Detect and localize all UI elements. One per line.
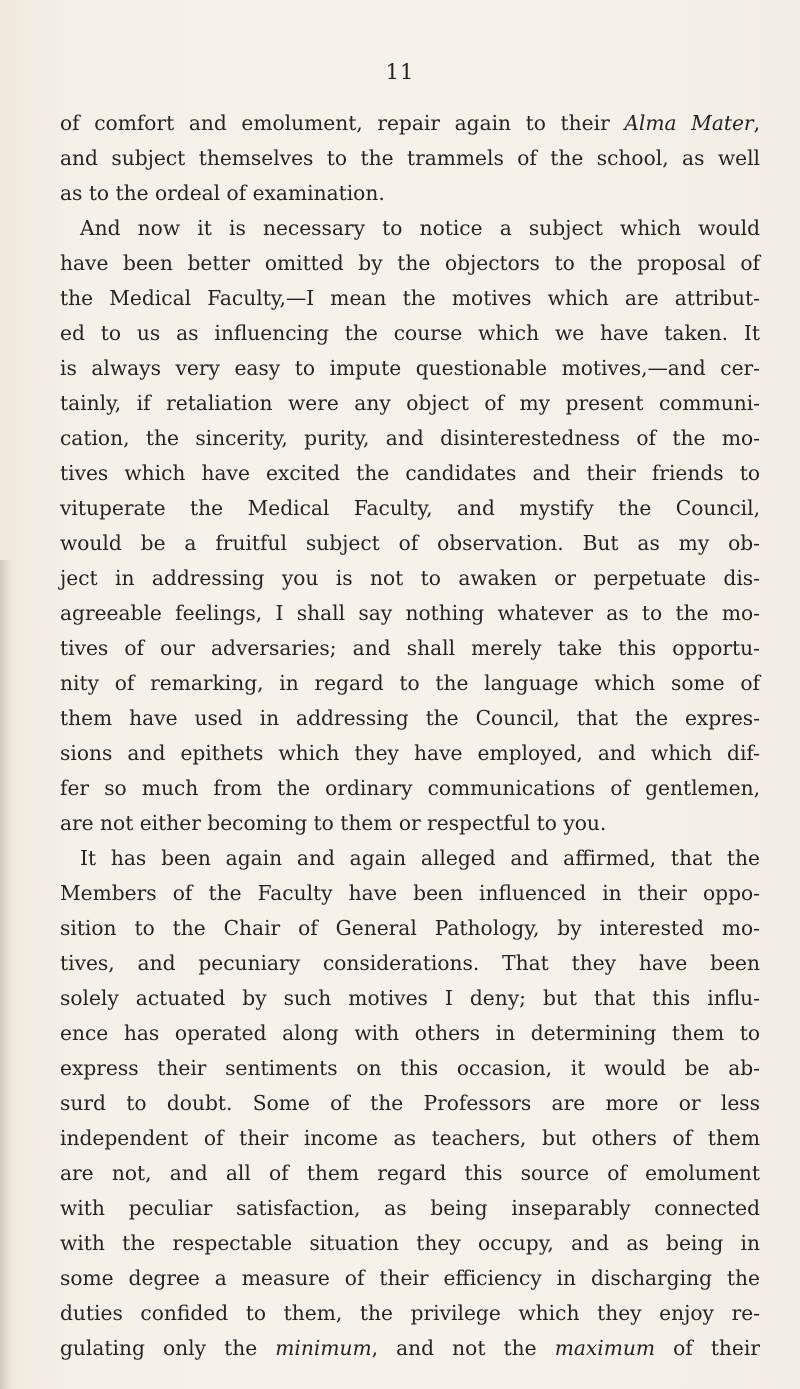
italic-text: maximum [554,1336,656,1360]
text-segment: of comfort and emolument, repair again to their [60,111,625,135]
text-segment: is always very easy to impute questionable motives,—and cer- [60,356,760,380]
text-line [60,981,760,1016]
text-line [60,1261,760,1296]
text-line [60,491,760,526]
text-line [60,1086,760,1121]
text-segment: have been better omitted by the objectors to the proposal of [60,251,760,275]
text-line [60,1331,760,1366]
text-line [60,176,760,211]
text-segment: gulating only the [60,1336,276,1360]
text-line [60,141,760,176]
text-line [60,421,760,456]
text-line [60,806,760,841]
text-segment: vituperate the Medical Faculty, and mystify the Council, [60,496,760,520]
text-segment: surd to doubt. Some of the Professors are more or less [60,1091,760,1115]
text-line [60,1121,760,1156]
text-line [60,1226,760,1261]
text-segment: with the respectable situation they occupy, and as being in [60,1231,760,1255]
text-line [60,106,760,141]
text-line [60,246,760,281]
text-segment: nity of remarking, in regard to the language which some of [60,671,760,695]
text-segment: express their sentiments on this occasion, it would be ab- [60,1056,760,1080]
text-segment: ed to us as influencing the course which we have taken. It [60,321,760,345]
text-line [60,1156,760,1191]
text-segment: and subject themselves to the trammels of the school, as well [60,146,760,170]
text-line [60,666,760,701]
text-line [60,1051,760,1086]
page-number: 11 [385,60,415,84]
text-line [60,1191,760,1226]
text-segment: the Medical Faculty,—I mean the motives which are attribut- [60,286,760,310]
text-segment: And now it is necessary to notice a subject which would [80,216,760,240]
text-segment: tives which have excited the candidates and their friends to [60,461,760,485]
body-text [60,106,760,1366]
text-line [60,841,760,876]
italic-text: minimum [275,1336,372,1360]
text-line [60,631,760,666]
italic-text: Alma Mater [624,111,754,135]
text-segment: tainly, if retaliation were any object of my present communi- [60,391,760,415]
text-line [60,561,760,596]
text-segment: ence has operated along with others in determining them to [60,1021,760,1045]
text-segment: duties confided to them, the privilege which they enjoy re- [60,1301,760,1325]
text-segment: tives, and pecuniary considerations. That they have been [60,951,760,975]
text-segment: sition to the Chair of General Pathology, by interested mo- [60,916,760,940]
text-line [60,456,760,491]
text-segment: with peculiar satisfaction, as being inseparably connected [60,1196,760,1220]
text-segment: ject in addressing you is not to awaken or perpetuate dis- [60,566,760,590]
text-segment: as to the ordeal of examination. [60,181,385,205]
text-segment: are not either becoming to them or respectful to you. [60,811,607,835]
text-segment: them have used in addressing the Council, that the expres- [60,706,760,730]
text-line [60,316,760,351]
text-line [60,736,760,771]
text-line [60,281,760,316]
text-segment: sions and epithets which they have employed, and which dif- [60,741,760,765]
text-segment: solely actuated by such motives I deny; but that this influ- [60,986,760,1010]
text-segment: , [753,111,760,135]
text-segment: fer so much from the ordinary communications of gentlemen, [60,776,760,800]
text-segment: cation, the sincerity, purity, and disinterestedness of the mo- [60,426,760,450]
binding-gutter-shadow [0,560,14,1389]
text-line [60,526,760,561]
text-segment: some degree a measure of their efficiency in discharging the [60,1266,760,1290]
text-segment: would be a fruitful subject of observation. But as my ob- [60,531,760,555]
text-segment: are not, and all of them regard this source of emolument [60,1161,760,1185]
text-segment: of their [655,1336,760,1360]
text-line [60,1296,760,1331]
text-segment: independent of their income as teachers, but others of them [60,1126,760,1150]
text-line [60,911,760,946]
text-line [60,1016,760,1051]
text-line [60,351,760,386]
text-line [60,876,760,911]
text-segment: Members of the Faculty have been influenced in their oppo- [60,881,760,905]
text-line [60,701,760,736]
text-segment: tives of our adversaries; and shall merely take this opportu- [60,636,760,660]
text-line [60,211,760,246]
text-segment: agreeable feelings, I shall say nothing whatever as to the mo- [60,601,760,625]
text-segment: , and not the [371,1336,555,1360]
text-line [60,386,760,421]
text-line [60,946,760,981]
text-line [60,596,760,631]
text-segment: It has been again and again alleged and affirmed, that the [80,846,760,870]
text-line [60,771,760,806]
